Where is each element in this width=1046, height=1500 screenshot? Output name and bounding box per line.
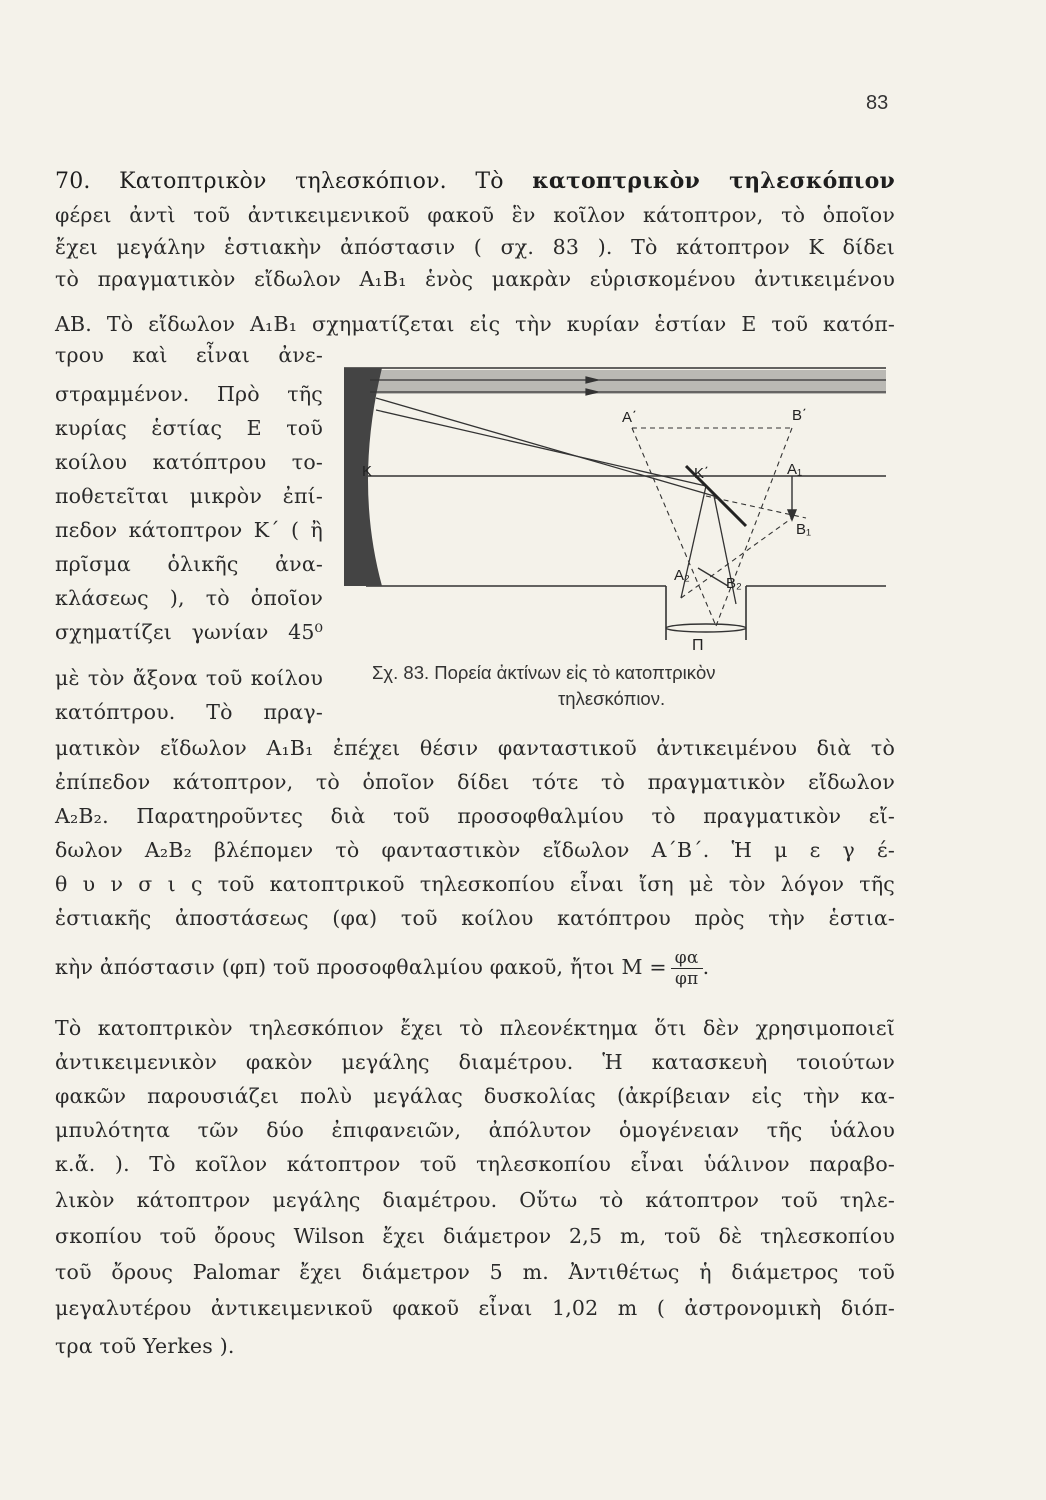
formula-text: κὴν ἀπόστασιν (φπ) τοῦ προσοφθαλμίου φακοῦ, ἤτοι Μ = bbox=[55, 955, 667, 979]
text-line: ἐπίπεδον κάτοπτρον, τὸ ὁποῖον δίδει τότε τὸ πραγματικὸν εἴδωλον bbox=[55, 770, 895, 794]
text-line: δωλον Α₂Β₂ βλέπομεν τὸ φανταστικὸν εἴδωλον Α΄Β΄. Ἡ μ ε γ έ- bbox=[55, 838, 895, 862]
text-line: ἔχει μεγάλην ἑστιακὴν ἀπόστασιν ( σχ. 83 ). Τὸ κάτοπτρον Κ δίδει bbox=[55, 235, 895, 259]
label-a1: A₁ bbox=[787, 461, 803, 478]
text-line: τοῦ ὄρους Palomar ἔχει διάμετρον 5 m. Ἀντιθέτως ἡ διάμετρος τοῦ bbox=[55, 1260, 895, 1284]
text-line: κοίλου κατόπτρου το- bbox=[55, 450, 323, 474]
label-b2: B₂ bbox=[726, 575, 742, 592]
text-line: τρου καὶ εἶναι ἀνε- bbox=[55, 343, 323, 367]
magnification-fraction bbox=[671, 948, 703, 989]
text-line: ματικὸν εἴδωλον Α₁Β₁ ἐπέχει θέσιν φανταστικοῦ ἀντικειμένου διὰ τὸ bbox=[55, 736, 895, 760]
section-heading bbox=[55, 166, 895, 197]
text-line: Τὸ κατοπτρικὸν τηλεσκόπιον ἔχει τὸ πλεονέκτημα ὅτι δὲν χρησιμοποιεῖ bbox=[55, 1016, 895, 1040]
label-a-prime: A΄ bbox=[622, 409, 637, 426]
image-a2b2 bbox=[698, 568, 728, 586]
text-line: πεδον κάτοπτρον Κ΄ ( ἢ bbox=[55, 518, 323, 542]
heading-lead: Τὸ bbox=[475, 169, 504, 194]
label-a2: A₂ bbox=[674, 567, 690, 584]
text-line: λικὸν κάτοπτρον μεγάλης διαμέτρου. Οὕτω τὸ κάτοπτρον τοῦ τηλε- bbox=[55, 1188, 895, 1212]
text-line: στραμμένον. Πρὸ τῆς bbox=[55, 382, 323, 406]
text-line: κ.ἄ. ). Τὸ κοῖλον κάτοπτρον τοῦ τηλεσκοπίου εἶναι ὑάλινον παραβο- bbox=[55, 1152, 895, 1176]
text-line: κατόπτρου. Τὸ πραγ- bbox=[55, 700, 323, 724]
text-line: ἀντικειμενικὸν φακὸν μεγάλης διαμέτρου. Ἡ κατασκευὴ τοιούτων bbox=[55, 1050, 895, 1074]
text-line: τὸ πραγματικὸν εἴδωλον Α₁Β₁ ἑνὸς μακρὰν εὑρισκομένου ἀντικειμένου bbox=[55, 267, 895, 291]
text-line: σκοπίου τοῦ ὄρους Wilson ἔχει διάμετρον 2,5 m, τοῦ δὲ τηλεσκοπίου bbox=[55, 1224, 895, 1248]
label-b1: B₁ bbox=[796, 521, 812, 538]
fraction-denominator: φπ bbox=[674, 969, 699, 989]
fraction-numerator: φα bbox=[671, 948, 703, 969]
eyepiece-lens bbox=[666, 624, 746, 632]
label-b-prime: B΄ bbox=[792, 407, 807, 424]
text-line: θ υ ν σ ι ς τοῦ κατοπτρικοῦ τηλεσκοπίου εἶναι ἴση μὲ τὸν λόγον τῆς bbox=[55, 872, 895, 896]
caption-line: Σχ. 83. Πορεία ἀκτίνων εἰς τὸ κατοπτρικὸν bbox=[372, 662, 716, 683]
text-line: πρῖσμα ὁλικῆς ἀνα- bbox=[55, 552, 323, 576]
text-line: σχηματίζει γωνίαν 45⁰ bbox=[55, 620, 323, 644]
text-line: τρα τοῦ Yerkes ). bbox=[55, 1334, 235, 1358]
telescope-ray-diagram bbox=[336, 358, 892, 660]
label-pi: Π bbox=[692, 637, 704, 654]
construction-lines bbox=[632, 428, 806, 626]
label-k: K bbox=[362, 463, 373, 480]
formula-line bbox=[55, 948, 895, 989]
figure-caption bbox=[372, 660, 892, 712]
text-line: κλάσεως ), τὸ ὁποῖον bbox=[55, 586, 323, 610]
text-line: κυρίας ἑστίας Ε τοῦ bbox=[55, 416, 323, 440]
text-line: μπυλότητα τῶν δύο ἐπιφανειῶν, ἀπόλυτον ὁμογένειαν τῆς ὑάλου bbox=[55, 1118, 895, 1142]
text-line: ΑΒ. Τὸ εἴδωλον Α₁Β₁ σχηματίζεται εἰς τὴν κυρίαν ἑστίαν Ε τοῦ κατόπ- bbox=[55, 312, 895, 336]
text-line: ἑστιακῆς ἀποστάσεως (φα) τοῦ κοίλου κατόπτρου πρὸς τὴν ἑστια- bbox=[55, 906, 895, 930]
text-line: μεγαλυτέρου ἀντικειμενικοῦ φακοῦ εἶναι 1,02 m ( ἀστρονομικὴ διόπ- bbox=[55, 1296, 895, 1320]
text-line: φέρει ἀντὶ τοῦ ἀντικειμενικοῦ φακοῦ ἓν κοῖλον κάτοπτρον, τὸ ὁποῖον bbox=[55, 203, 895, 227]
heading-term: κατοπτρικὸν τηλεσκόπιον bbox=[532, 168, 895, 194]
text-line: μὲ τὸν ἄξονα τοῦ κοίλου bbox=[55, 666, 323, 690]
label-k-prime: K΄ bbox=[694, 465, 709, 482]
text-line: ποθετεῖται μικρὸν ἐπί- bbox=[55, 484, 323, 508]
text-line: φακῶν παρουσιάζει πολὺ μεγάλας δυσκολίας (ἀκρίβειαν εἰς τὴν κα- bbox=[55, 1084, 895, 1108]
text-line: Α₂Β₂. Παρατηροῦντες διὰ τοῦ προσοφθαλμίου τὸ πραγματικὸν εἴ- bbox=[55, 804, 895, 828]
incoming-light-band bbox=[360, 370, 886, 394]
caption-line: τηλεσκόπιον. bbox=[558, 688, 666, 709]
section-title: 70. Κατοπτρικὸν τηλεσκόπιον. bbox=[55, 169, 447, 194]
image-a1b1-arrow bbox=[788, 476, 796, 520]
formula-end: . bbox=[702, 955, 710, 979]
page-number: 83 bbox=[866, 92, 889, 114]
